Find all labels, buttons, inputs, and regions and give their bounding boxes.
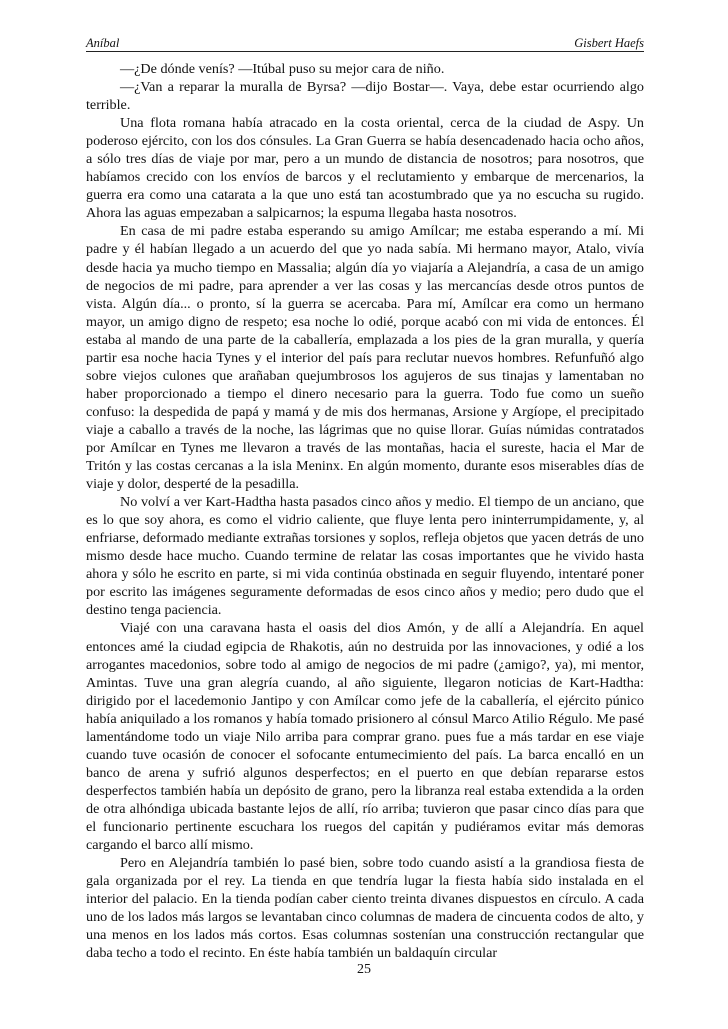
header-book-title: Aníbal [86,36,120,50]
paragraph: En casa de mi padre estaba esperando su amigo Amílcar; me estaba esperando a mí. Mi padre y él habían llegado a un acuerdo del que yo nada sabía. Mi hermano mayor, Atalo, vivía desde hacia ya mucho tiempo en Massalia; algún día yo viajaría a Alejandría, a casa de un amigo de negocios de mi padre, para aprender a ver las cosas y las mercancías desde otros puntos de vista. Algún día... o pronto, sí la guerra se acercaba. Para mí, Amílcar era como un hermano mayor, un amigo digno de respeto; esa noche lo odié, porque acabó con mi vida de entonces. Él estaba al mando de una parte de la caballería, emplazada a los pies de la gran muralla, y quería partir esa noche hacia Tynes y el interior del país para reclutar nuevos hombres. Refunfuñó algo sobre viejos culones que arañaban quejumbrosos los agujeros de sus tinajas y lamentaban no haber proporcionado a tiempo el dinero necesario para la guerra. Todo fue como un sueño confuso: la despedida de papá y mamá y de mis dos hermanas, Arsione y Argíope, el precipitado viaje a caballo a través de la noche, las lágrimas que no quise llorar. Guías númidas contratados por Amílcar en Tynes me llevaron a través de las montañas, hacia el sureste, hacia el Mar de Tritón y las costas cercanas a la isla Meninx. En algún momento, durante esos miserables días de viaje y dolor, desperté de la pesadilla. [86,223,644,493]
body-text [86,60,644,962]
paragraph: No volví a ver Kart-Hadtha hasta pasados cinco años y medio. El tiempo de un anciano, que es lo que soy ahora, es como el vidrio caliente, que fluye lenta pero ininterrumpidamente, y, al enfriarse, deformado mediante extrañas torsiones y soplos, refleja objetos que yacen detrás de uno mismo desde hace mucho. Cuando termine de relatar las cosas importantes que he vivido hasta ahora y sólo he escrito en parte, si mi vida continúa obstinada en seguir fluyendo, intentaré poner por escrito las imágenes seguramente deformadas de esos cinco años y medio; pero dudo que el destino tenga paciencia. [86,494,644,619]
paragraph: Viajé con una caravana hasta el oasis del dios Amón, y de allí a Alejandría. En aquel entonces amé la ciudad egipcia de Rhakotis, aún no destruida por las innovaciones, y odié a los arrogantes macedonios, sobre todo al amigo de negocios de mi padre (¿amigo?, ya), mi mentor, Amintas. Tuve una gran alegría cuando, al año siguiente, llegaron noticias de Kart-Hadtha: dirigido por el lacedemonio Jantipo y con Amílcar como jefe de la caballería, el ejército púnico había aniquilado a los romanos y había tomado prisionero al cónsul Marco Atilio Régulo. Me pasé lamentándome todo un viaje Nilo arriba para comprar grano. pues fue a más tardar en ese viaje cuando tuve ocasión de conocer el sofocante entumecimiento del país. La barca encalló en un banco de arena y sufrió algunos desperfectos; en el puerto en que debían repararse estos desperfectos también había un depósito de grano, pero la libranza real estaba extendida a la orden de otra alhóndiga ubicada bastante lejos de allí, río arriba; tuvieron que pasar cinco días para que el funcionario pertinente escuchara los ruegos del capitán y pudiéramos evitar más demoras cargando el barco allí mismo. [86,620,644,854]
header-author: Gisbert Haefs [574,36,644,50]
page-number: 25 [357,962,371,977]
running-header [86,36,644,52]
paragraph: Una flota romana había atracado en la costa oriental, cerca de la ciudad de Aspy. Un poderoso ejército, con los dos cónsules. La Gran Guerra se había desencadenado hacia ocho años, a sólo tres días de viaje por mar, pero a un mundo de distancia de nosotros; para nosotros, que habíamos crecido con los envíos de barcos y el reclutamiento y embarque de mercenarios, la guerra era como una catarata a la que uno está tan acostumbrado que ya no escucha su rugido. Ahora las aguas empezaban a salpicarnos; la espuma llegaba hasta nosotros. [86,115,644,222]
paragraph: —¿De dónde venís? —Itúbal puso su mejor cara de niño. [120,61,445,77]
paragraph: —¿Van a reparar la muralla de Byrsa? —dijo Bostar—. Vaya, debe estar ocurriendo algo terrible. [86,79,644,114]
book-page [86,36,644,962]
paragraph: Pero en Alejandría también lo pasé bien, sobre todo cuando asistí a la grandiosa fiesta de gala organizada por el rey. La tienda en que tendría lugar la fiesta había sido instalada en el interior del palacio. En la tienda podían caber ciento treinta divanes dispuestos en círculo. A cada uno de los lados más largos se levantaban cinco columnas de madera de cincuenta codos de alto, y una menos en los lados más cortos. Esas columnas sostenían una construcción rectangular que daba techo a todo el recinto. En éste había también un baldaquín circular [86,855,644,962]
